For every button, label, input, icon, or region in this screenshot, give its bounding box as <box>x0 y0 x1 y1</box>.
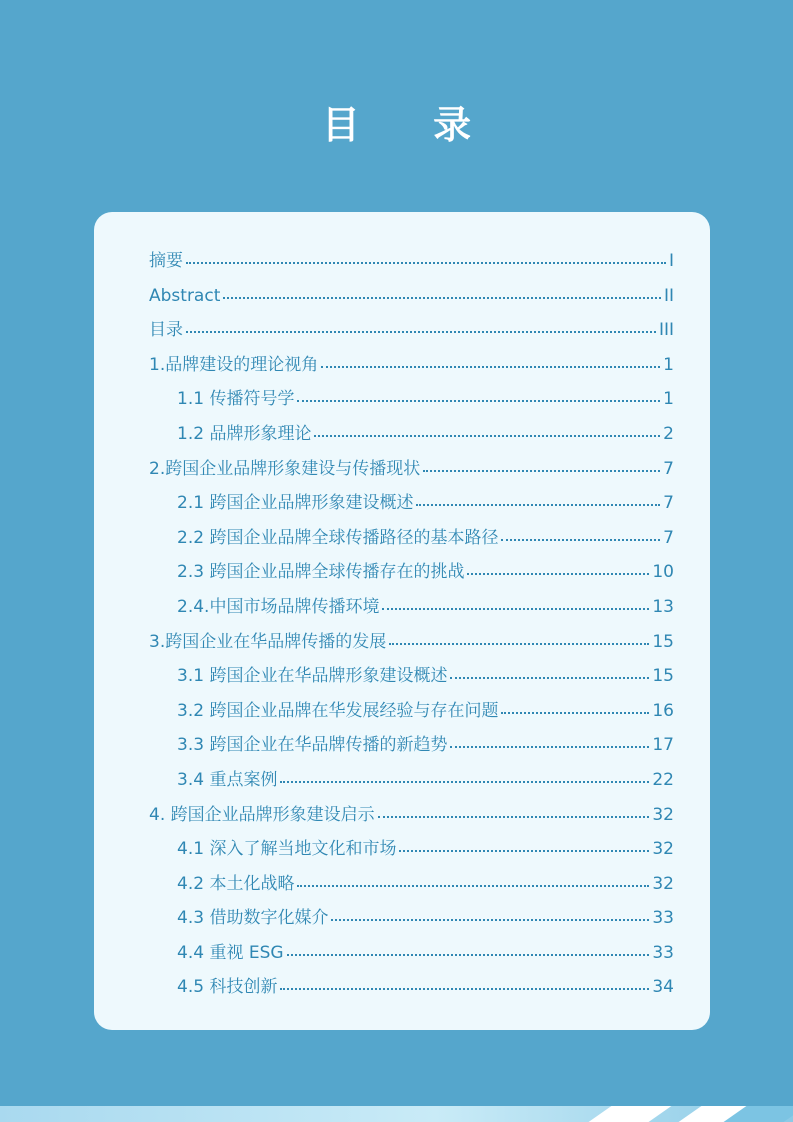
toc-entry-label: 1.品牌建设的理论视角 <box>149 354 319 375</box>
toc-entry-label: 2.3 跨国企业品牌全球传播存在的挑战 <box>177 562 465 583</box>
toc-dot-leader <box>297 885 649 887</box>
toc-dot-leader <box>399 850 649 852</box>
toc-entry-label: 4.5 科技创新 <box>177 977 278 998</box>
toc-entry[interactable] <box>149 901 674 936</box>
toc-entry-label: 4.1 深入了解当地文化和市场 <box>177 839 397 860</box>
toc-entry[interactable] <box>149 279 674 314</box>
toc-entry-page-number: 1 <box>663 354 674 375</box>
toc-entry-page-number: II <box>663 285 674 306</box>
toc-dot-leader <box>423 470 660 472</box>
toc-dot-leader <box>382 608 649 610</box>
footer-band <box>0 1106 793 1122</box>
page-title: 目 录 <box>321 103 502 147</box>
toc-dot-leader <box>287 954 650 956</box>
toc-entry-label: 2.2 跨国企业品牌全球传播路径的基本路径 <box>177 527 499 548</box>
toc-entry-page-number: 7 <box>663 527 674 548</box>
toc-entry-label: 1.2 品牌形象理论 <box>177 423 312 444</box>
toc-entry-page-number: 13 <box>652 596 674 617</box>
toc-dot-leader <box>389 643 649 645</box>
toc-dot-leader <box>378 816 650 818</box>
toc-entry-page-number: 7 <box>663 493 674 514</box>
toc-dot-leader <box>450 677 649 679</box>
toc-entry-page-number: 17 <box>652 735 674 756</box>
toc-entry-page-number: 10 <box>652 562 674 583</box>
toc-dot-leader <box>321 366 660 368</box>
toc-entry-page-number: 1 <box>663 389 674 410</box>
toc-entry-label: 3.4 重点案例 <box>177 769 278 790</box>
toc-entry[interactable] <box>149 832 674 867</box>
toc-entry[interactable] <box>149 936 674 971</box>
toc-entry-label: 4. 跨国企业品牌形象建设启示 <box>149 804 375 825</box>
toc-entry-label: 4.2 本土化战略 <box>177 873 295 894</box>
toc-entry-label: 3.2 跨国企业品牌在华发展经验与存在问题 <box>177 700 499 721</box>
toc-entry[interactable] <box>149 694 674 729</box>
toc-dot-leader <box>280 988 649 990</box>
toc-entry-page-number: 16 <box>652 700 674 721</box>
toc-entry-page-number: 2 <box>663 423 674 444</box>
toc-dot-leader <box>186 262 666 264</box>
toc-entry[interactable] <box>149 382 674 417</box>
toc-entry-page-number: 22 <box>652 769 674 790</box>
toc-entry-label: 4.4 重视 ESG <box>177 942 284 963</box>
toc-entry-label: 目录 <box>149 320 183 341</box>
toc-dot-leader <box>314 435 660 437</box>
toc-dot-leader <box>297 400 660 402</box>
toc-entry-page-number: III <box>658 320 674 341</box>
toc-entry-page-number: 34 <box>652 977 674 998</box>
toc-entry[interactable] <box>149 348 674 383</box>
toc-entry[interactable] <box>149 417 674 452</box>
toc-entry-label: 3.跨国企业在华品牌传播的发展 <box>149 631 387 652</box>
toc-dot-leader <box>501 712 649 714</box>
toc-entry-page-number: 33 <box>652 942 674 963</box>
toc-dot-leader <box>280 781 649 783</box>
toc-dot-leader <box>501 539 660 541</box>
toc-entry-page-number: 15 <box>652 666 674 687</box>
toc-dot-leader <box>467 573 649 575</box>
toc-dot-leader <box>416 504 660 506</box>
toc-entry-label: 3.1 跨国企业在华品牌形象建设概述 <box>177 666 448 687</box>
toc-entry-label: Abstract <box>149 285 221 306</box>
toc-dot-leader <box>331 919 649 921</box>
toc-entry[interactable] <box>149 867 674 902</box>
toc-entry-page-number: 32 <box>652 804 674 825</box>
toc-entry[interactable] <box>149 659 674 694</box>
toc-entry[interactable] <box>149 244 674 279</box>
toc-entry-label: 摘要 <box>149 251 183 271</box>
toc-entry[interactable] <box>149 486 674 521</box>
footer-stripe <box>589 1106 672 1122</box>
toc-entry[interactable] <box>149 763 674 798</box>
toc-entry-page-number: 7 <box>663 458 674 479</box>
toc-entry-page-number: 32 <box>652 873 674 894</box>
toc-entry[interactable] <box>149 452 674 487</box>
toc-card <box>94 212 710 1030</box>
toc-entry[interactable] <box>149 590 674 625</box>
toc-entry-label: 2.跨国企业品牌形象建设与传播现状 <box>149 458 421 479</box>
toc-dot-leader <box>186 331 656 333</box>
toc-entry[interactable] <box>149 728 674 763</box>
toc-dot-leader <box>450 746 649 748</box>
table-of-contents <box>149 244 674 1005</box>
toc-entry[interactable] <box>149 313 674 348</box>
toc-entry-page-number: 15 <box>652 631 674 652</box>
toc-entry[interactable] <box>149 798 674 833</box>
toc-entry[interactable] <box>149 625 674 660</box>
toc-entry-label: 2.4.中国市场品牌传播环境 <box>177 596 380 617</box>
toc-dot-leader <box>223 297 661 299</box>
toc-entry[interactable] <box>149 970 674 1005</box>
toc-entry-page-number: I <box>668 251 674 271</box>
toc-entry-label: 4.3 借助数字化媒介 <box>177 908 329 929</box>
toc-entry-label: 3.3 跨国企业在华品牌传播的新趋势 <box>177 735 448 756</box>
toc-entry-page-number: 33 <box>652 908 674 929</box>
toc-entry-label: 2.1 跨国企业品牌形象建设概述 <box>177 493 414 514</box>
toc-entry-label: 1.1 传播符号学 <box>177 389 295 410</box>
toc-entry[interactable] <box>149 555 674 590</box>
toc-entry[interactable] <box>149 521 674 556</box>
toc-entry-page-number: 32 <box>652 839 674 860</box>
